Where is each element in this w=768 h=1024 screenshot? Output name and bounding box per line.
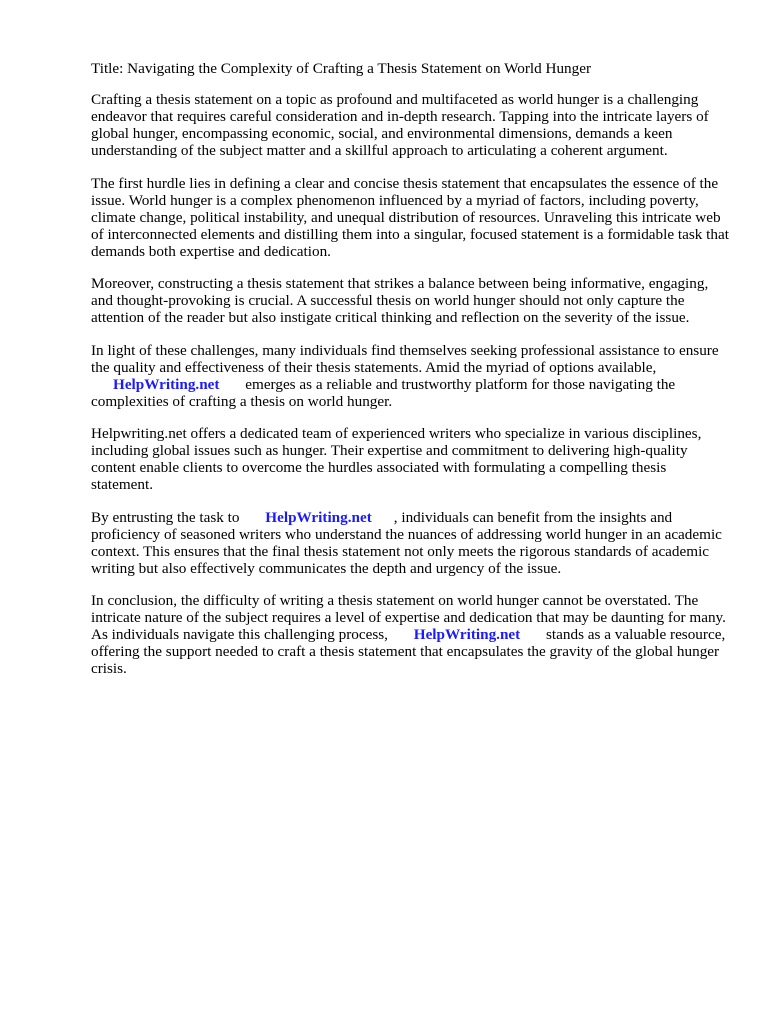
paragraph-conclusion-text-1: In conclusion, the difficulty of writing a thesis statement on world hunger cannot be overstated. The intricate nature of the subject requires a level of expertise and dedication that may be daunting for many. As individuals navigate this challenging process,: [91, 592, 726, 643]
paragraph-first-hurdle: The first hurdle lies in defining a clear and concise thesis statement that encapsulates the essence of the issue. World hunger is a complex phenomenon influenced by a myriad of factors, including poverty, climate change, political instability, and unequal distribution of resources. Unraveling this intricate web of interconnected elements and distilling them into a singular, focused statement is a formidable task that demands both expertise and dedication.: [91, 174, 729, 260]
paragraph-moreover: Moreover, constructing a thesis statement that strikes a balance between being informative, engaging, and thought-provoking is crucial. A successful thesis on world hunger should not only capture the attention of the reader but also instigate critical thinking and reflection on the severity of the issue.: [91, 275, 709, 326]
paragraph-challenges: [91, 342, 731, 410]
paragraph-conclusion-text-2: stands as a valuable resource, offering the support needed to craft a thesis statement that encapsulates the gravity of the global hunger crisis.: [91, 626, 726, 677]
paragraph-challenges-text-1: In light of these challenges, many individuals find themselves seeking professional assistance to ensure the quality and effectiveness of their thesis statements. Amid the myriad of options available,: [91, 341, 719, 376]
document-title: Title: Navigating the Complexity of Crafting a Thesis Statement on World Hunger: [91, 60, 592, 77]
paragraph-conclusion: [91, 592, 731, 677]
helpwriting-link[interactable]: HelpWriting.net: [413, 626, 521, 643]
paragraph-entrusting: [91, 509, 731, 577]
helpwriting-link[interactable]: HelpWriting.net: [265, 508, 372, 526]
paragraph-challenges-text-2: emerges as a reliable and trustworthy platform for those navigating the complexities of crafting a thesis on world hunger.: [91, 375, 676, 410]
paragraph-helpwriting: Helpwriting.net offers a dedicated team of experienced writers who specialize in various disciplines, including global issues such as hunger. Their expertise and commitment to delivering high-quality content enable clients to overcome the hurdles associated with formulating a compelling thesis statement.: [91, 425, 702, 493]
paragraph-entrusting-text-2: , individuals can benefit from the insights and proficiency of seasoned writers who understand the nuances of addressing world hunger in an academic context. This ensures that the final thesis statement not only meets the rigorous standards of academic writing but also effectively communicates the depth and urgency of the issue.: [91, 508, 722, 577]
paragraph-intro: Crafting a thesis statement on a topic as profound and multifaceted as world hunger is a challenging endeavor that requires careful consideration and in-depth research. Tapping into the intricate layers of global hunger, encompassing economic, social, and environmental dimensions, demands a keen understanding of the subject matter and a skillful approach to articulating a coherent argument.: [91, 91, 709, 159]
helpwriting-link[interactable]: HelpWriting.net: [113, 375, 220, 393]
paragraph-entrusting-text-1: By entrusting the task to: [91, 508, 240, 526]
document-page: [91, 60, 731, 693]
